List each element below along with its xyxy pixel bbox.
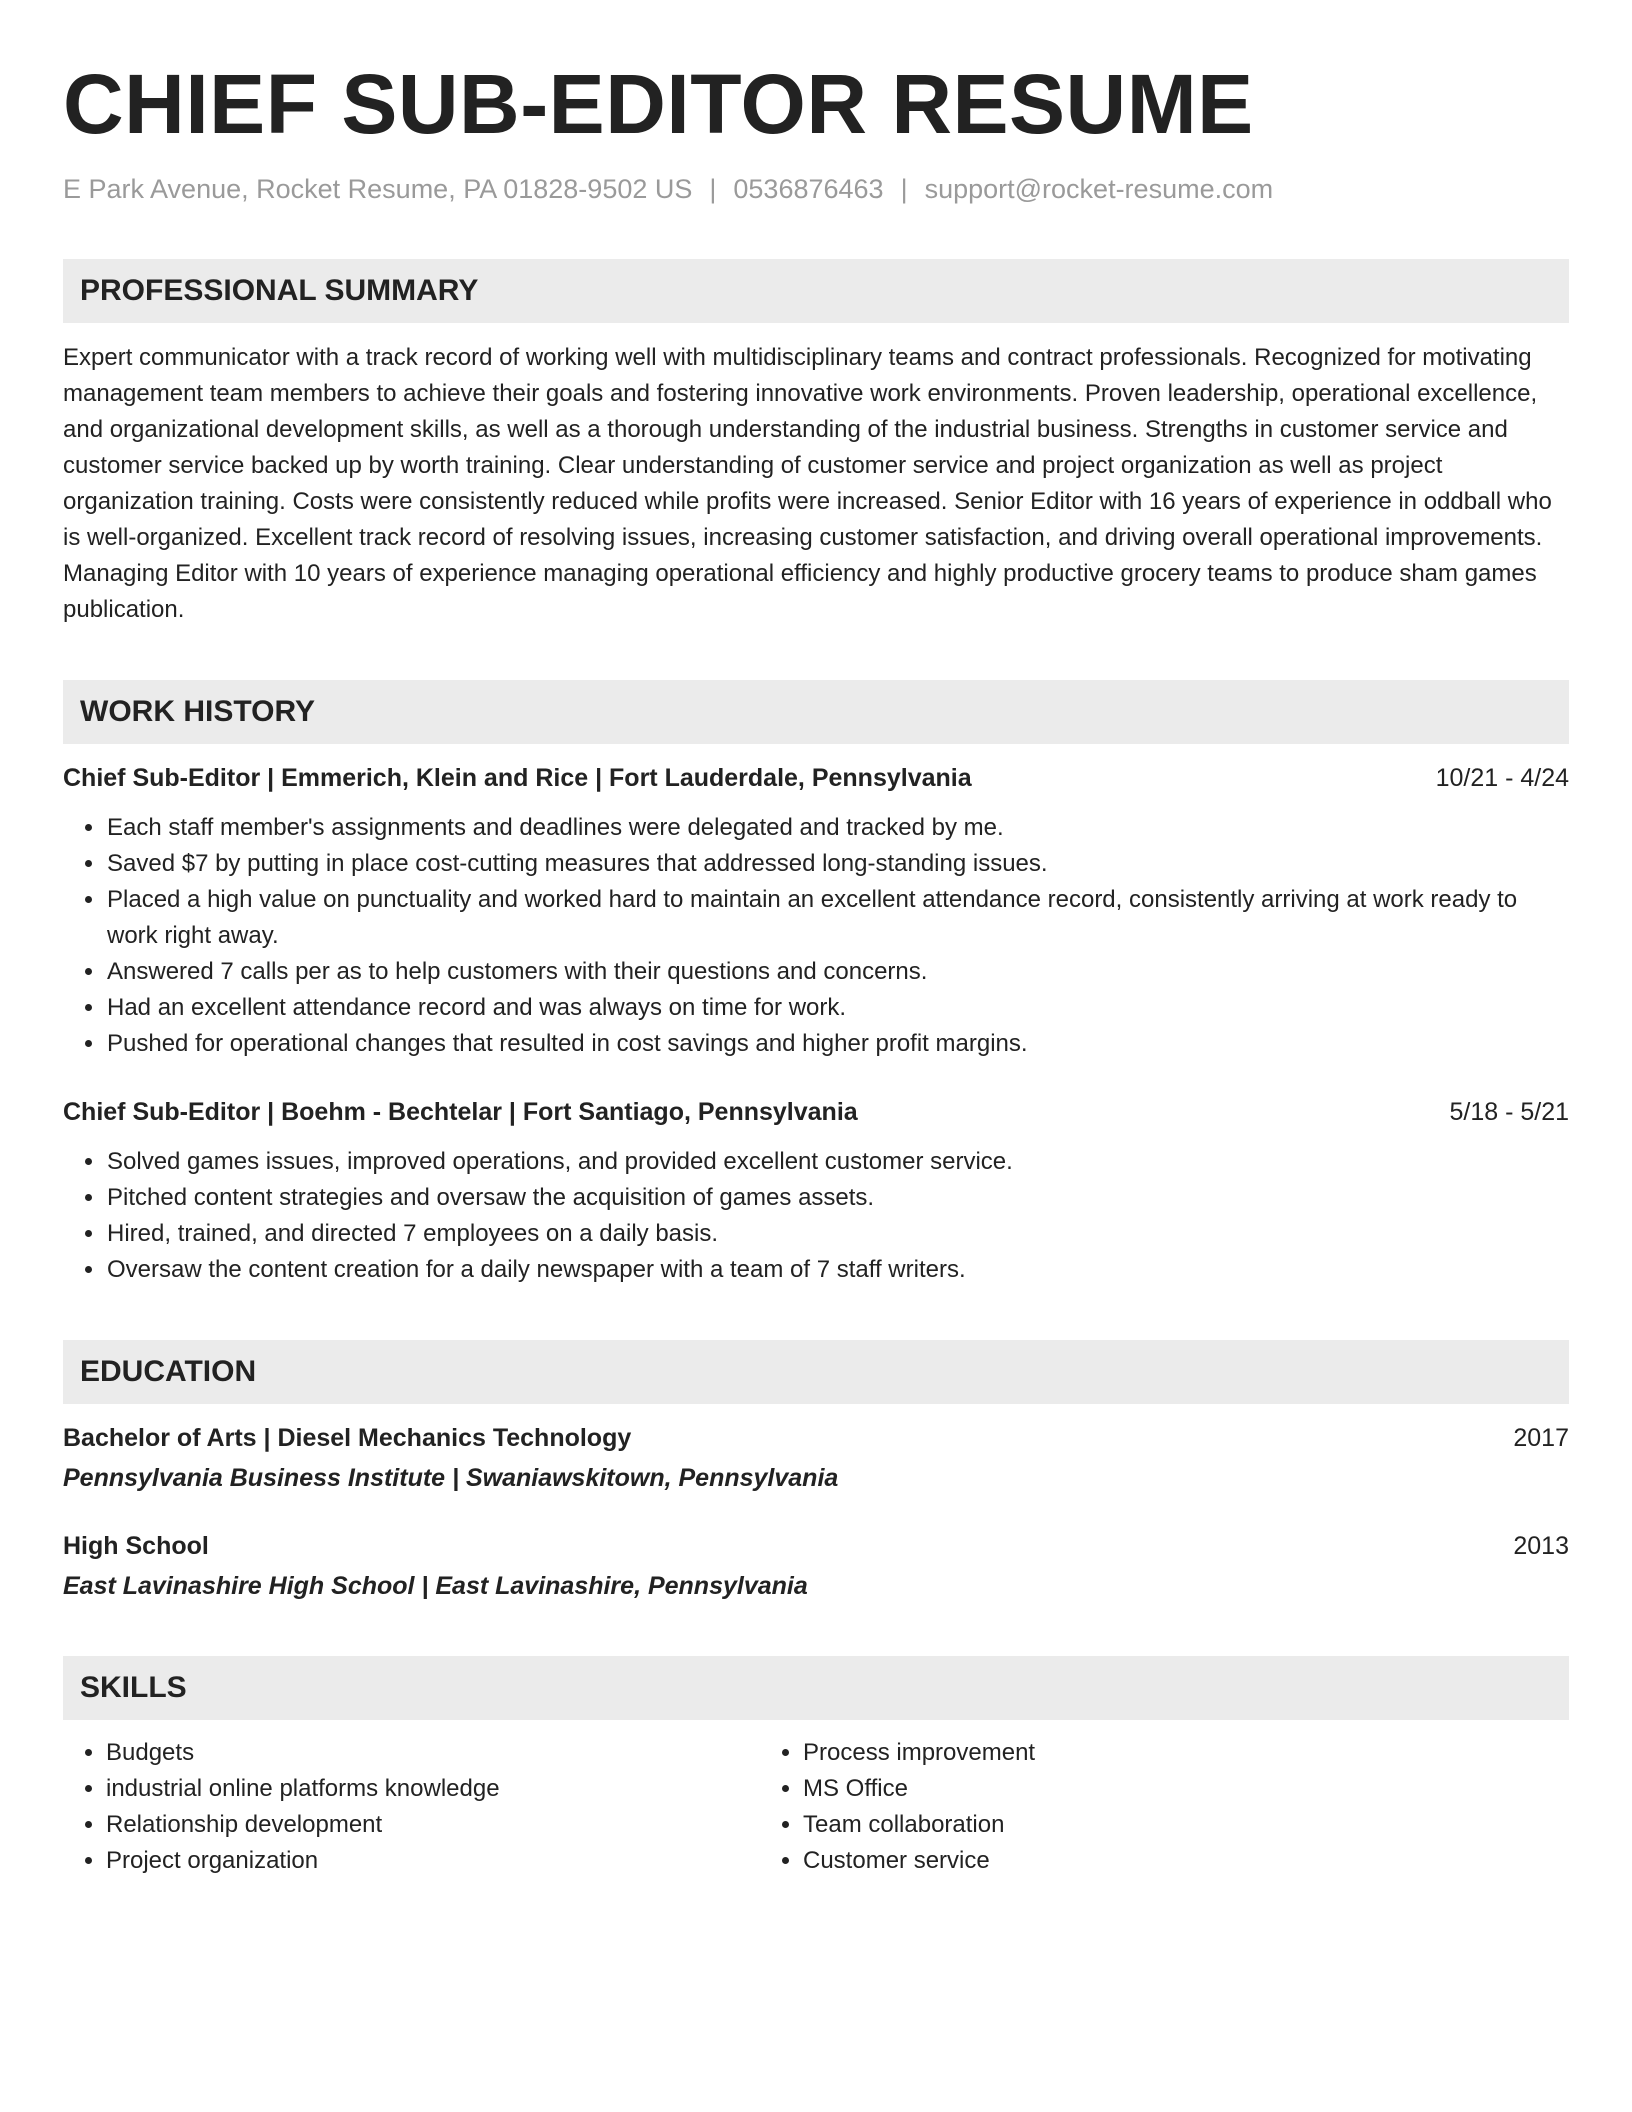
skill-item: • Project organization bbox=[106, 1843, 760, 1879]
education-year: 2013 bbox=[1513, 1532, 1569, 1560]
education-entry bbox=[63, 1528, 1569, 1604]
job-bullet: • Hired, trained, and directed 7 employees on a daily basis. bbox=[106, 1216, 1569, 1252]
contact-phone: 0536876463 bbox=[733, 174, 884, 204]
job-bullets bbox=[63, 1144, 1569, 1288]
contact-line bbox=[63, 172, 1569, 206]
job-bullet: • Answered 7 calls per as to help customers with their questions and concerns. bbox=[106, 954, 1569, 990]
job-bullet: • Each staff member's assignments and deadlines were delegated and tracked by me. bbox=[106, 810, 1569, 846]
skills-column-right bbox=[760, 1735, 1457, 1879]
section-header-summary: PROFESSIONAL SUMMARY bbox=[63, 259, 1569, 323]
skill-item: • Process improvement bbox=[803, 1735, 1457, 1771]
education-year: 2017 bbox=[1513, 1424, 1569, 1452]
job-bullet: • Had an excellent attendance record and was always on time for work. bbox=[106, 990, 1569, 1026]
resume-title: CHIEF SUB-EDITOR RESUME bbox=[63, 57, 1254, 151]
job-bullets bbox=[63, 810, 1569, 1062]
job-bullet: • Pitched content strategies and oversaw the acquisition of games assets. bbox=[106, 1180, 1569, 1216]
job-header bbox=[63, 760, 1569, 796]
section-header-work-history: WORK HISTORY bbox=[63, 680, 1569, 744]
education-school: East Lavinashire High School | East Lavinashire, Pennsylvania bbox=[63, 1572, 808, 1600]
education-header bbox=[63, 1528, 1569, 1564]
job-bullet: • Saved $7 by putting in place cost-cutting measures that addressed long-standing issues. bbox=[106, 846, 1569, 882]
job-header bbox=[63, 1094, 1569, 1130]
skills-list bbox=[63, 1735, 1569, 1879]
section-header-education: EDUCATION bbox=[63, 1340, 1569, 1404]
education-degree: High School bbox=[63, 1532, 209, 1560]
job-title: Chief Sub-Editor | Boehm - Bechtelar | Fort Santiago, Pennsylvania bbox=[63, 1098, 858, 1126]
job-dates: 10/21 - 4/24 bbox=[1435, 764, 1569, 792]
job-bullet: • Pushed for operational changes that resulted in cost savings and higher profit margins. bbox=[106, 1026, 1569, 1062]
job-title: Chief Sub-Editor | Emmerich, Klein and Rice | Fort Lauderdale, Pennsylvania bbox=[63, 764, 972, 792]
skill-item: • Relationship development bbox=[106, 1807, 760, 1843]
skill-item: • Team collaboration bbox=[803, 1807, 1457, 1843]
job-bullet: • Placed a high value on punctuality and worked hard to maintain an excellent attendance record, consistently arriving at work ready to work right away. bbox=[106, 882, 1569, 954]
education-entry bbox=[63, 1420, 1569, 1496]
skill-item: • MS Office bbox=[803, 1771, 1457, 1807]
job-entry bbox=[63, 760, 1569, 1062]
job-bullet: • Solved games issues, improved operations, and provided excellent customer service. bbox=[106, 1144, 1569, 1180]
job-dates: 5/18 - 5/21 bbox=[1449, 1098, 1569, 1126]
education-degree: Bachelor of Arts | Diesel Mechanics Technology bbox=[63, 1424, 632, 1452]
contact-email: support@rocket-resume.com bbox=[924, 174, 1274, 204]
section-header-skills: SKILLS bbox=[63, 1656, 1569, 1720]
skills-column-left bbox=[63, 1735, 760, 1879]
job-bullet: • Oversaw the content creation for a daily newspaper with a team of 7 staff writers. bbox=[106, 1252, 1569, 1288]
education-school: Pennsylvania Business Institute | Swaniawskitown, Pennsylvania bbox=[63, 1464, 839, 1492]
skill-item: • Budgets bbox=[106, 1735, 760, 1771]
job-entry bbox=[63, 1094, 1569, 1288]
contact-address: E Park Avenue, Rocket Resume, PA 01828-9502 US bbox=[63, 174, 693, 204]
summary-text: Expert communicator with a track record of working well with multidisciplinary teams and contract professionals. Recognized for motivating management team members to achieve their goals and fostering innovative work environments. Proven leadership, operational excellence, and organizational development skills, as well as a thorough understanding of the industrial business. Strengths in customer service and customer service backed up by worth training. Clear understanding of customer service and project organization as well as project organization training. Costs were consistently reduced while profits were increased. Senior Editor with 16 years of experience in oddball who is well-organized. Excellent track record of resolving issues, increasing customer satisfaction, and driving overall operational improvements. Managing Editor with 10 years of experience managing operational efficiency and highly productive grocery teams to produce sham games publication. bbox=[63, 344, 1552, 623]
skill-item: • Customer service bbox=[803, 1843, 1457, 1879]
skill-item: • industrial online platforms knowledge bbox=[106, 1771, 760, 1807]
education-header bbox=[63, 1420, 1569, 1456]
contact-separator: | bbox=[709, 174, 717, 204]
contact-separator: | bbox=[900, 174, 908, 204]
